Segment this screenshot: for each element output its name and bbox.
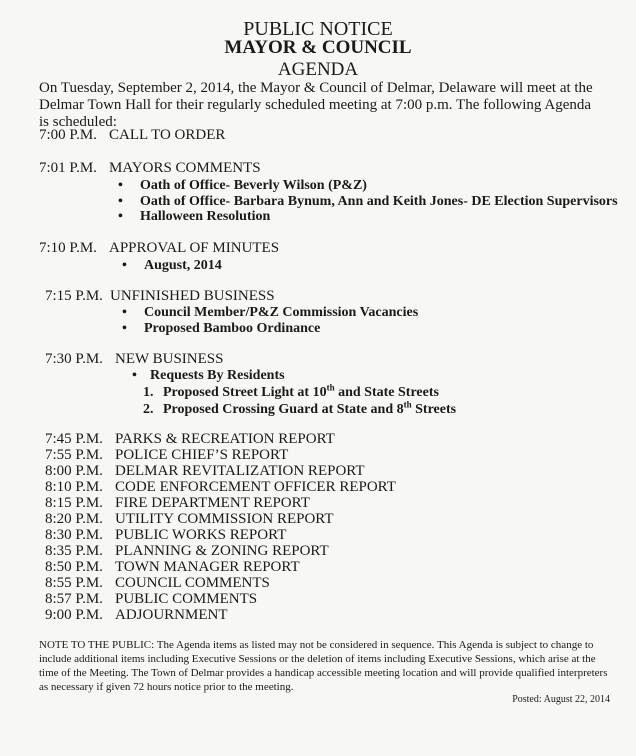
public-note: NOTE TO THE PUBLIC: The Agenda items as listed may not be considered in sequence. This Agenda is subject to change to include additional items including Executive Sessions or the deletion of items including Executive Sessions, which arise at the time of the Meeting. The Town of Delmar provides a handicap accessible meeting location and will provide qualified interpreters as necessary if given 72 hours notice prior to the meeting. [39, 639, 608, 693]
item-text: Proposed Street Light at 10 [163, 385, 327, 400]
intro-paragraph: On Tuesday, September 2, 2014, the Mayor & Council of Delmar, Delaware will meet at the Delmar Town Hall for their regularly scheduled meeting at 7:00 p.m. The following Agenda is scheduled: [39, 80, 593, 130]
bullet-text: Requests By Residents [150, 368, 285, 383]
agenda-title: AGENDA [277, 59, 359, 80]
item-time: 7:00 P.M. [39, 127, 97, 143]
bullet-icon: • [118, 209, 123, 224]
item-label: MAYORS COMMENTS [109, 160, 261, 176]
item-time: 8:55 P.M. [45, 575, 103, 591]
bullet-text: Halloween Resolution [140, 209, 271, 224]
posted-date: Posted: August 22, 2014 [512, 694, 610, 705]
item-label: PARKS & RECREATION REPORT [115, 431, 335, 447]
item-time: 7:55 P.M. [45, 447, 103, 463]
item-time: 9:00 P.M. [45, 607, 103, 623]
item-label: PUBLIC COMMENTS [115, 591, 258, 607]
meeting-title: MAYOR & COUNCIL [224, 37, 412, 58]
item-text-end: Streets [411, 402, 457, 417]
ordinal-suffix: th [326, 382, 335, 393]
item-label: CALL TO ORDER [109, 127, 226, 143]
item-label: APPROVAL OF MINUTES [109, 240, 280, 256]
bullet-icon: • [118, 194, 123, 209]
ordinal-suffix: th [403, 399, 412, 410]
bullet-text: Oath of Office- Barbara Bynum, Ann and Keith Jones- DE Election Supervisors [140, 194, 618, 209]
item-label: UNFINISHED BUSINESS [110, 288, 275, 304]
bullet-text: Proposed Bamboo Ordinance [144, 321, 321, 336]
item-label: PUBLIC WORKS REPORT [115, 527, 287, 543]
item-label: COUNCIL COMMENTS [115, 575, 270, 591]
item-time: 8:35 P.M. [45, 543, 103, 559]
bullet-icon: • [132, 368, 137, 383]
bullet-icon: • [118, 178, 123, 193]
item-time: 8:57 P.M. [45, 591, 103, 607]
item-label: DELMAR REVITALIZATION REPORT [115, 463, 365, 479]
item-label: NEW BUSINESS [115, 351, 224, 367]
bullet-text: Council Member/P&Z Commission Vacancies [144, 305, 419, 320]
item-label: CODE ENFORCEMENT OFFICER REPORT [115, 479, 396, 495]
item-number: 1. [143, 385, 154, 400]
bullet-icon: • [122, 321, 127, 336]
item-time: 7:30 P.M. [45, 351, 103, 367]
item-time: 8:15 P.M. [45, 495, 103, 511]
bullet-icon: • [122, 258, 127, 273]
item-label: POLICE CHIEF’S REPORT [115, 447, 289, 463]
item-label: PLANNING & ZONING REPORT [115, 543, 329, 559]
item-label: ADJOURNMENT [115, 607, 228, 623]
item-time: 7:15 P.M. [45, 288, 103, 304]
item-time: 8:50 P.M. [45, 559, 103, 575]
item-time: 8:10 P.M. [45, 479, 103, 495]
item-text: Proposed Crossing Guard at State and 8 [163, 402, 404, 417]
numbered-item-crossing-guard [143, 401, 456, 418]
item-time: 7:01 P.M. [39, 160, 97, 176]
item-time: 7:10 P.M. [39, 240, 97, 256]
item-text-end: and State Streets [334, 385, 439, 400]
item-time: 8:00 P.M. [45, 463, 103, 479]
item-label: UTILITY COMMISSION REPORT [115, 511, 334, 527]
notice-title: PUBLIC NOTICE [243, 18, 393, 40]
item-number: 2. [143, 402, 154, 417]
item-label: TOWN MANAGER REPORT [115, 559, 300, 575]
bullet-text: August, 2014 [144, 258, 222, 273]
bullet-icon: • [122, 305, 127, 320]
numbered-item-street-light [143, 384, 439, 401]
item-label: FIRE DEPARTMENT REPORT [115, 495, 310, 511]
bullet-text: Oath of Office- Beverly Wilson (P&Z) [140, 178, 367, 193]
item-time: 7:45 P.M. [45, 431, 103, 447]
item-time: 8:30 P.M. [45, 527, 103, 543]
item-time: 8:20 P.M. [45, 511, 103, 527]
